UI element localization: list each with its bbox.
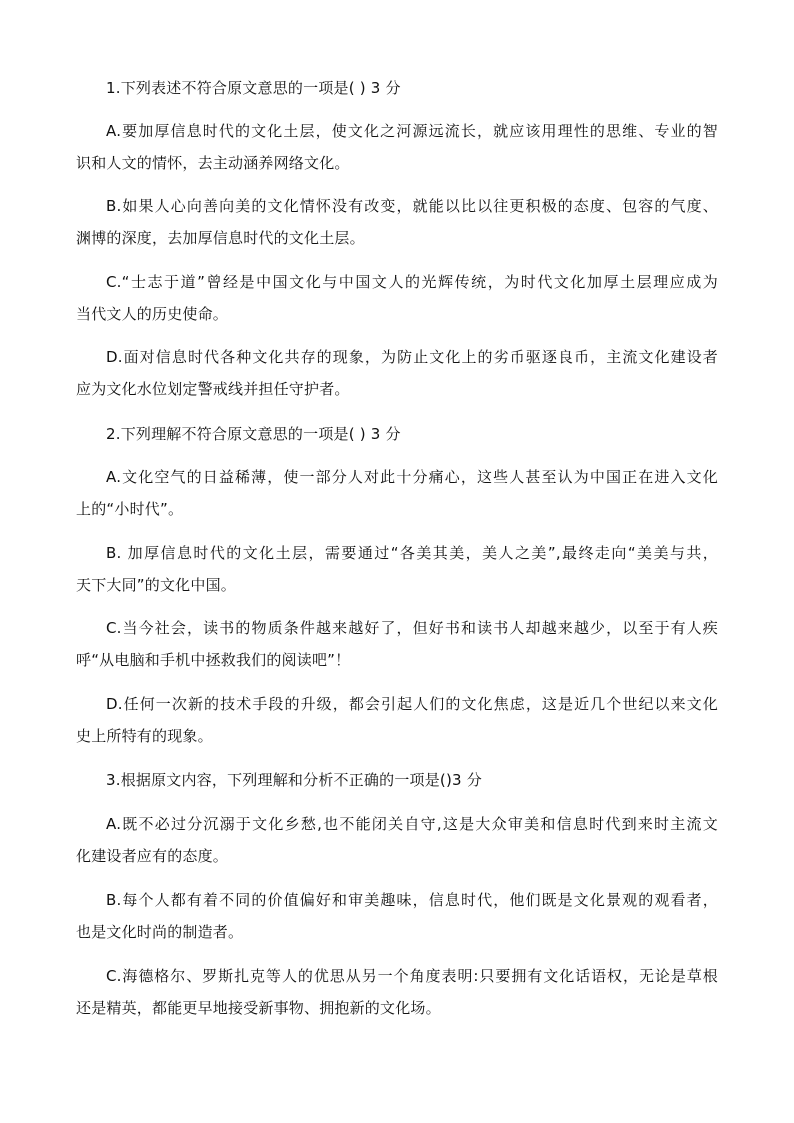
option-line: 渊博的深度，去加厚信息时代的文化土层。 bbox=[76, 229, 365, 247]
question-2-option-a bbox=[76, 461, 718, 525]
question-3-option-a bbox=[76, 808, 718, 872]
option-line: 应为文化水位划定警戒线并担任守护者。 bbox=[76, 380, 350, 398]
question-3-option-c bbox=[76, 960, 718, 1024]
question-1-option-a bbox=[76, 115, 718, 179]
question-2-stem bbox=[106, 418, 718, 450]
question-1-option-c bbox=[76, 266, 718, 330]
option-line: 呼“从电脑和手机中拯救我们的阅读吧”！ bbox=[76, 651, 351, 669]
question-1-option-d bbox=[76, 341, 718, 405]
option-line: 当代文人的历史使命。 bbox=[76, 305, 229, 323]
question-stem-text: 2.下列理解不符合原文意思的一项是( ) 3 分 bbox=[106, 425, 401, 443]
option-line: D.任何一次新的技术手段的升级，都会引起人们的文化焦虑，这是近几个世纪以来文化 bbox=[106, 695, 718, 713]
option-line: B.每个人都有着不同的价值偏好和审美趣味，信息时代，他们既是文化景观的观看者， bbox=[106, 891, 718, 909]
option-line: C.当今社会，读书的物质条件越来越好了，但好书和读书人却越来越少，以至于有人疾 bbox=[106, 619, 718, 637]
option-line: C.海德格尔、罗斯扎克等人的优思从另一个角度表明:只要拥有文化话语权，无论是草根 bbox=[106, 967, 718, 985]
option-line: D.面对信息时代各种文化共存的现象，为防止文化上的劣币驱逐良币，主流文化建设者 bbox=[106, 348, 718, 366]
option-line: A.文化空气的日益稀薄，使一部分人对此十分痛心，这些人甚至认为中国正在进入文化 bbox=[106, 468, 718, 486]
option-line: 上的“小时代”。 bbox=[76, 500, 184, 518]
option-line: C.“士志于道”曾经是中国文化与中国文人的光辉传统，为时代文化加厚土层理应成为 bbox=[106, 273, 718, 291]
question-2-option-c bbox=[76, 612, 718, 676]
option-line: 天下大同”的文化中国。 bbox=[76, 576, 236, 594]
question-stem-text: 3.根据原文内容，下列理解和分析不正确的一项是()3 分 bbox=[106, 771, 482, 789]
option-line: A.要加厚信息时代的文化土层，使文化之河源远流长，就应该用理性的思维、专业的智 bbox=[106, 122, 718, 140]
option-line: 也是文化时尚的制造者。 bbox=[76, 923, 244, 941]
question-3-stem bbox=[106, 764, 718, 796]
option-line: B.如果人心向善向美的文化情怀没有改变，就能以比以往更积极的态度、包容的气度、 bbox=[106, 197, 718, 215]
option-line: B. 加厚信息时代的文化土层，需要通过“各美其美，美人之美”,最终走向“美美与共， bbox=[106, 544, 718, 562]
question-stem-text: 1.下列表述不符合原文意思的一项是( ) 3 分 bbox=[106, 79, 401, 97]
question-2-option-d bbox=[76, 688, 718, 752]
option-line: 史上所特有的现象。 bbox=[76, 727, 213, 745]
question-2-option-b bbox=[76, 537, 718, 601]
option-line: 还是精英，都能更早地接受新事物、拥抱新的文化场。 bbox=[76, 999, 441, 1017]
question-1-stem bbox=[106, 72, 718, 104]
question-3-option-b bbox=[76, 884, 718, 948]
question-1-option-b bbox=[76, 190, 718, 254]
option-line: 化建设者应有的态度。 bbox=[76, 847, 229, 865]
option-line: A.既不必过分沉溺于文化乡愁,也不能闭关自守,这是大众审美和信息时代到来时主流文 bbox=[106, 815, 718, 833]
option-line: 识和人文的情怀，去主动涵养网络文化。 bbox=[76, 154, 350, 172]
